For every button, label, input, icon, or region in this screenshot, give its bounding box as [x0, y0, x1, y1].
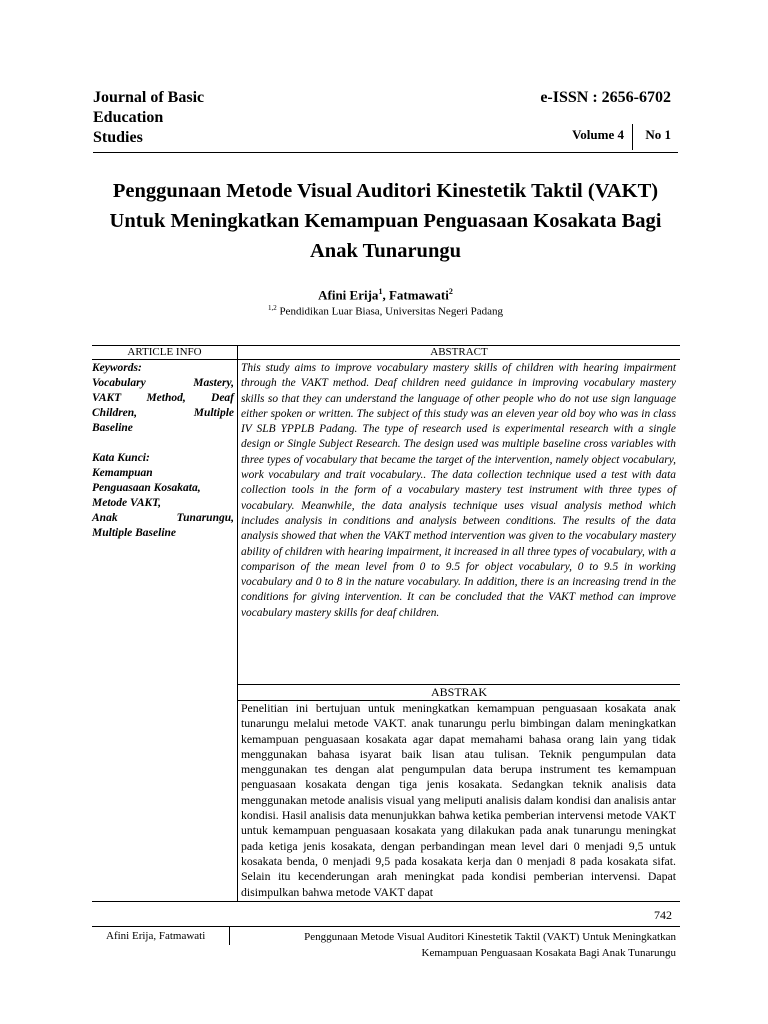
article-info-heading: ARTICLE INFO [127, 346, 202, 358]
journal-name-line3: Studies [93, 129, 143, 146]
keywords-line: VAKT Method, Deaf [92, 392, 234, 404]
abstrak-heading: ABSTRAK [430, 685, 487, 699]
header-rule [93, 152, 678, 153]
kata-kunci-line: Anak Tunarungu, [92, 512, 234, 524]
article-title: Penggunaan Metode Visual Auditori Kinestetik Taktil (VAKT) Untuk Meningkatkan Kemampuan Penguasaan Kosakata Bagi Anak Tunarungu [109, 180, 662, 262]
journal-name-line2: Education [93, 109, 164, 126]
abstract-english: This study aims to improve vocabulary mastery skills of children with hearing impairment through the VAKT method. Deaf children need guidance in improving vocabulary mastery skills so that they can understand the language of other people who do not use sign language either spoken or written. The subject of this study was an eleven year old boy who was in class IV SLB YPPLB Padang. The type of research used is experimental research with a single design or Single Subject Research. The design used was multiple baseline cross variables with three types of vocabulary that became the target of the intervention, namely object vocabulary, work vocabulary and trait vocabulary.. The data collection technique used a test with data collection tools in the form of a vocabulary mastery test instrument with three types of vocabulary. Meanwhile, the data analysis technique uses visual analysis method which includes analysis in conditions and analysis between conditions. The results of the data analysis showed that when the VAKT method intervention was given to the vocabulary mastery ability of children with hearing impairment, it increased in all three types of vocabulary, with a comparison of the mean level from 0 to 9.5 for object vocabulary, 0 to 9.5 in working vocabulary and 0 to 8 in the nature vocabulary. In addition, there is an increasing trend in the conditions for giving intervention. It can be concluded that the VAKT method can improve vocabulary mastery skills for deaf children. [241, 362, 676, 619]
volume-separator [632, 124, 633, 150]
kata-kunci-line: Kemampuan [92, 467, 153, 479]
footer-rule [92, 926, 680, 927]
abstract-column [238, 346, 680, 899]
footer-title-line2: Kemampuan Penguasaan Kosakata Bagi Anak Tunarungu [421, 947, 676, 959]
author-2: Fatmawati [388, 287, 449, 303]
abstrak-indonesian: Penelitian ini bertujuan untuk meningkatkan kemampuan penguasaan kosakata anak tunarungu melalui metode VAKT. anak tunarungu perlu bimbingan dalam meningkatkan kemampuan penguasaan kosakata agar dapat memahami bahasa orang lain yang tidak menggunakan bahasa isyarat baik lisan atau tulisan. Teknik pengumpulan data menggunakan tes dengan alat pengumpulan data berupa instrument tes kemampuan penguasaan kosakata dengan tiga jenis kosakata. Sedangkan teknik analisis data menggunakan metode analisis visual yang meliputi analisis dalam kondisi dan analisis antar kondisi. Hasil analisis data menunjukkan bahwa ketika pemberian intervensi metode VAKT untuk kemampuan penguasaan kosakata yang dilakukan pada anak tunarungu meningkat pada ketiga jenis kosakata, dengan perbandingan mean level dari 0 menjadi 9,5 untuk kosakata benda, 0 menjadi 9,5 pada kosakata kerja dan 0 menjadi 8 pada kosakata sifat. Selain itu kecenderungan arah meningkat pada kondisi pemberian intervensi. Dapat disimpulkan bahwa metode VAKT dapat [241, 701, 676, 899]
abstract-heading: ABSTRACT [430, 346, 488, 358]
volume: Volume 4 [572, 127, 624, 142]
journal-name-line1: Journal of Basic [93, 89, 205, 106]
volume-number [500, 124, 671, 152]
affiliation-text: Pendidikan Luar Biasa, Universitas Negeri Padang [279, 305, 504, 318]
kata-kunci-label: Kata Kunci: [92, 452, 150, 464]
footer-authors: Afini Erija, Fatmawati [106, 930, 206, 942]
keywords-line: Baseline [92, 422, 133, 434]
affiliation [93, 301, 678, 319]
author-1: Afini Erija [318, 287, 379, 303]
affiliation-marker: 1,2 [267, 304, 277, 312]
author-2-affil: 2 [448, 287, 453, 296]
keywords-label: Keywords: [92, 362, 142, 374]
footer-title-line1: Penggunaan Metode Visual Auditori Kinestetik Taktil (VAKT) Untuk Meningkatkan [304, 931, 676, 943]
keywords-line: Vocabulary Mastery, [92, 377, 234, 389]
page-number: 742 [654, 908, 672, 922]
kata-kunci-line: Penguasaan Kosakata, [92, 482, 201, 494]
issue-number: No 1 [645, 127, 671, 142]
footer-separator [229, 927, 230, 945]
issn: e-ISSN : 2656-6702 [540, 89, 671, 106]
article-info-column [92, 346, 237, 541]
article-info-table [92, 345, 680, 902]
journal-name [93, 88, 293, 148]
kata-kunci-line: Metode VAKT, [92, 497, 162, 509]
author-separator: , [382, 287, 389, 303]
keywords-line: Children, Multiple [92, 407, 234, 419]
keywords-block [92, 359, 237, 541]
footer-title [234, 929, 676, 961]
author-1-affil: 1 [378, 287, 383, 296]
kata-kunci-line: Multiple Baseline [92, 527, 177, 539]
